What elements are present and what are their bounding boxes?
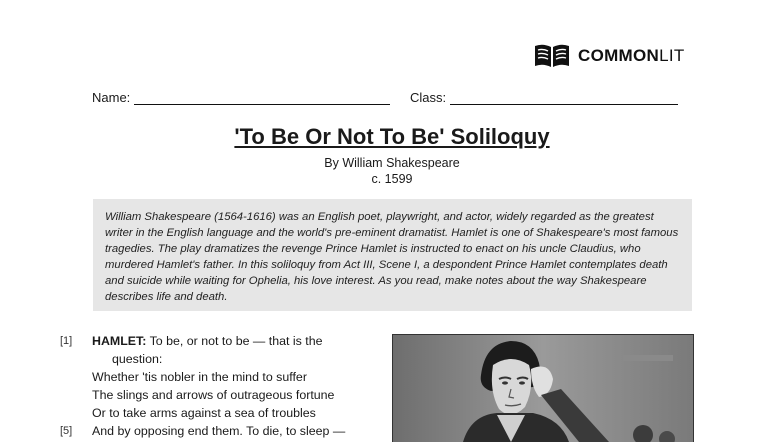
- document-title: 'To Be Or Not To Be' Soliloquy: [234, 124, 550, 149]
- portrait-illustration: [393, 335, 693, 442]
- class-field[interactable]: [410, 90, 678, 105]
- name-blank-line[interactable]: [134, 90, 390, 105]
- line-text: Or to take arms against a sea of troubles: [92, 406, 316, 420]
- byline: By William Shakespeare: [324, 156, 460, 170]
- line-text: The slings and arrows of outrageous fortune: [92, 388, 335, 402]
- name-field[interactable]: [92, 90, 390, 105]
- line-number: [1]: [60, 335, 73, 347]
- actor-portrait-photo: [392, 334, 694, 442]
- intro-box: [93, 199, 692, 311]
- class-label: Class:: [410, 90, 447, 105]
- intro-text: William Shakespeare (1564-1616) was an English poet, playwright, and actor, widely regarded as the greatest writer in the English language and the world's pre-eminent dramatist. Hamlet is one of Shakespeare's most famous tragedies. The play dramatizes the revenge Prince Hamlet is instructed to enact on his uncle Claudius, who murdered Hamlet's father. In this soliloquy from Act III, Scene I, a despondent Prince Hamlet contemplates death and suicide while waiting for Ophelia, his love interest. As you read, make notes about the way Shakespeare describes life and death.: [105, 211, 679, 303]
- line-text: And by opposing end them. To die, to sleep —: [92, 424, 346, 438]
- book-icon: [534, 42, 570, 70]
- logo-text: COMMONLIT: [578, 46, 685, 65]
- line-text: Whether 'tis nobler in the mind to suffer: [92, 370, 307, 384]
- speaker-name: HAMLET:: [92, 334, 147, 348]
- class-blank-line[interactable]: [450, 90, 678, 105]
- name-label: Name:: [92, 90, 131, 105]
- date: c. 1599: [371, 172, 413, 186]
- line-number: [5]: [60, 425, 73, 437]
- line-text: question:: [112, 352, 163, 366]
- line-text: HAMLET: To be, or not to be — that is the: [92, 334, 323, 348]
- commonlit-logo: [534, 42, 685, 70]
